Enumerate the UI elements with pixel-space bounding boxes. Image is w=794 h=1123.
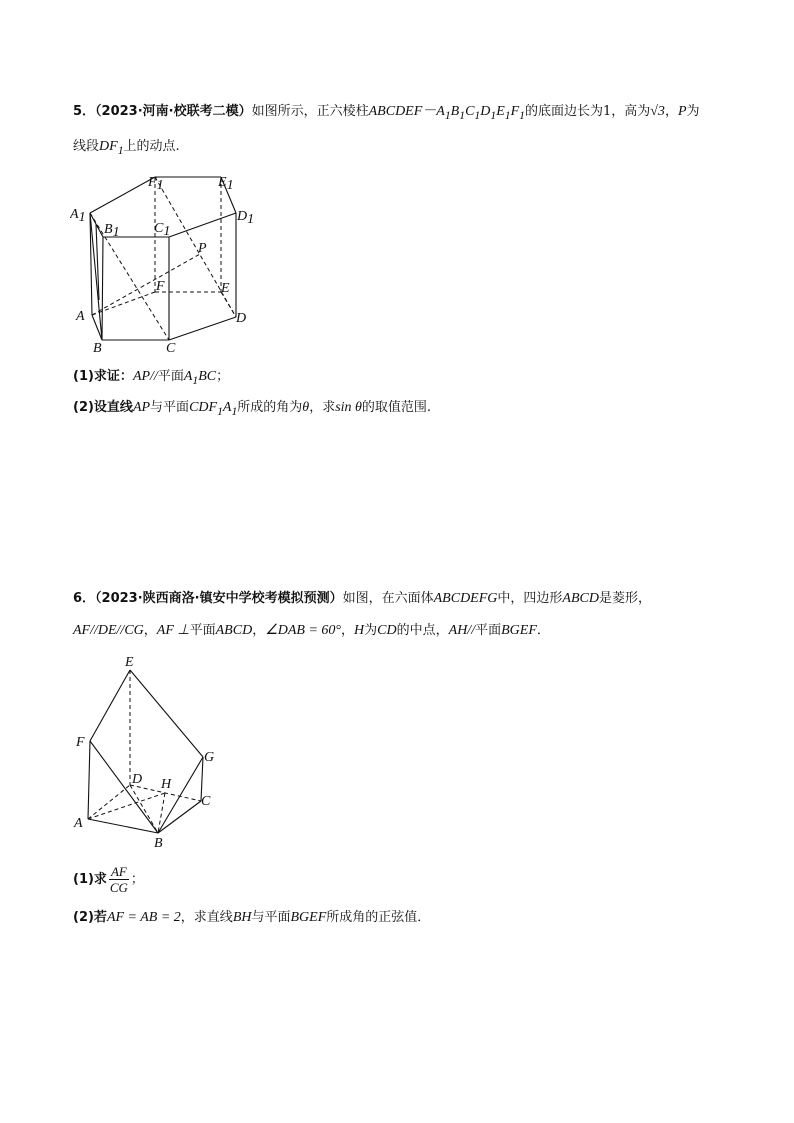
label-d1: D1	[237, 209, 255, 227]
problem6-end: ．	[536, 623, 550, 638]
problem5-stem-c: 为	[686, 104, 700, 119]
problem6-q2	[73, 909, 430, 927]
problem5-segment: $DF_1$	[99, 139, 124, 157]
label-e1: E1	[218, 175, 234, 193]
problem5-line2-b: 上的动点.	[123, 139, 180, 154]
problem5-point-p: P	[677, 104, 687, 119]
label-c1: C1	[154, 221, 171, 239]
label6-b: B	[154, 836, 163, 850]
problem6-bgef: BGEF	[501, 623, 537, 638]
problem5-q2	[73, 399, 431, 421]
problem5-number: 5．	[73, 104, 96, 119]
problem6-h: H	[354, 623, 365, 638]
label6-c: C	[201, 794, 211, 809]
problem5-comma: ，	[664, 104, 678, 119]
problem6-q2-label: (2)若	[73, 910, 107, 925]
problem6-sep-c: ，	[252, 623, 266, 638]
problem5-q1-plane-word: 平面	[157, 369, 184, 384]
problem5-q1	[73, 368, 229, 390]
problem5-q1-label: (1)求证：	[73, 369, 133, 384]
problem6-q2-c: 所成角的正弦值．	[326, 910, 431, 925]
problem6-stem-b: 中，四边形	[497, 591, 563, 606]
problem5-line2	[73, 138, 180, 160]
problem6-sep-d: ，	[341, 623, 355, 638]
problem6-q1-end: ；	[130, 872, 144, 887]
problem6-q2-eq: AF = AB = 2	[106, 910, 181, 925]
problem6-stem-a: 如图，在六面体	[342, 591, 434, 606]
problem6-q2-bh: BH	[232, 910, 252, 925]
problem5-q2-b: 所成的角为	[237, 400, 303, 415]
problem5-line1	[73, 103, 700, 125]
label6-h: H	[161, 777, 172, 792]
problem5-q2-a: 与平面	[150, 400, 190, 415]
problem6-line1	[73, 590, 651, 608]
problem6-solid: ABCDEFG	[433, 591, 498, 606]
problem5-q2-d: 的取值范围.	[361, 400, 432, 415]
problem6-q2-a: ，求直线	[180, 910, 233, 925]
problem5-theta: θ	[302, 400, 310, 415]
problem5-line2-a: 线段	[73, 139, 100, 154]
problem6-q1	[73, 862, 144, 898]
problem6-q2-b: 与平面	[251, 910, 291, 925]
label-a: A	[76, 309, 85, 324]
problem5-q2-label: (2)设直线	[73, 400, 133, 415]
problem6-plane-abcd: ABCD	[215, 623, 253, 638]
problem6-ah: AH//	[448, 623, 476, 638]
problem6-plane-word2: 平面	[475, 623, 502, 638]
problem6-rhombus: ABCD	[562, 591, 599, 606]
fraction-numerator: AF	[110, 864, 127, 879]
problem6-q2-plane: BGEF	[290, 910, 327, 925]
problem5-sintheta: sin θ	[335, 400, 362, 415]
problem6-sep-e: 为	[364, 623, 378, 638]
label-d: D	[236, 311, 247, 326]
problem5-q2-plane: $CDF_1A_1$	[189, 400, 238, 418]
problem6-q1-label: (1)求	[73, 872, 107, 887]
problem5-q1-end: ；	[216, 369, 230, 384]
label-f: F	[156, 279, 165, 294]
problem5-q1-ap: AP//	[132, 369, 158, 384]
label-c: C	[166, 341, 176, 356]
problem5-q1-plane: $A_1BC$	[183, 369, 217, 387]
label6-f: F	[76, 735, 85, 750]
problem5-source: （2023·河南·校联考二模）	[95, 104, 252, 119]
problem6-midpoint: 的中点，	[396, 623, 449, 638]
problem6-number: 6．	[73, 591, 96, 606]
problem6-fraction	[109, 864, 129, 895]
label6-d: D	[132, 772, 143, 787]
problem6-sep-a: ，	[143, 623, 157, 638]
label6-e: E	[125, 655, 134, 670]
problem6-source: （2023·陕西商洛·镇安中学校考模拟预测）	[95, 591, 343, 606]
label6-a: A	[74, 816, 83, 831]
problem6-cd: CD	[377, 623, 397, 638]
problem6-angle: ∠DAB = 60°	[265, 623, 342, 638]
label-a1: A1	[70, 207, 86, 225]
problem6-perp: AF ⊥	[156, 623, 190, 638]
problem5-prism: $ABCDEF-A_1B_1C_1D_1E_1F_1$	[368, 104, 525, 122]
problem6-line2	[73, 622, 550, 640]
label6-g: G	[204, 750, 215, 765]
fraction-denominator: CG	[109, 880, 128, 895]
problem5-figure	[70, 170, 270, 360]
label-b: B	[93, 341, 102, 356]
problem6-stem-c: 是菱形，	[598, 591, 651, 606]
label-f1: F1	[148, 175, 164, 193]
problem5-stem-a: 如图所示，正六棱柱	[251, 104, 369, 119]
problem6-figure	[70, 650, 230, 850]
problem6-parallel: AF//DE//CG	[73, 623, 144, 638]
label-p: P	[198, 241, 207, 256]
problem5-q2-ap: AP	[132, 400, 151, 415]
problem5-q2-c: ，求	[309, 400, 336, 415]
problem6-plane-word: 平面	[189, 623, 216, 638]
label-e: E	[221, 281, 230, 296]
problem5-stem-b: 的底面边长为1，高为	[524, 104, 651, 119]
label-b1: B1	[104, 222, 120, 240]
problem5-height: √3	[650, 104, 665, 119]
